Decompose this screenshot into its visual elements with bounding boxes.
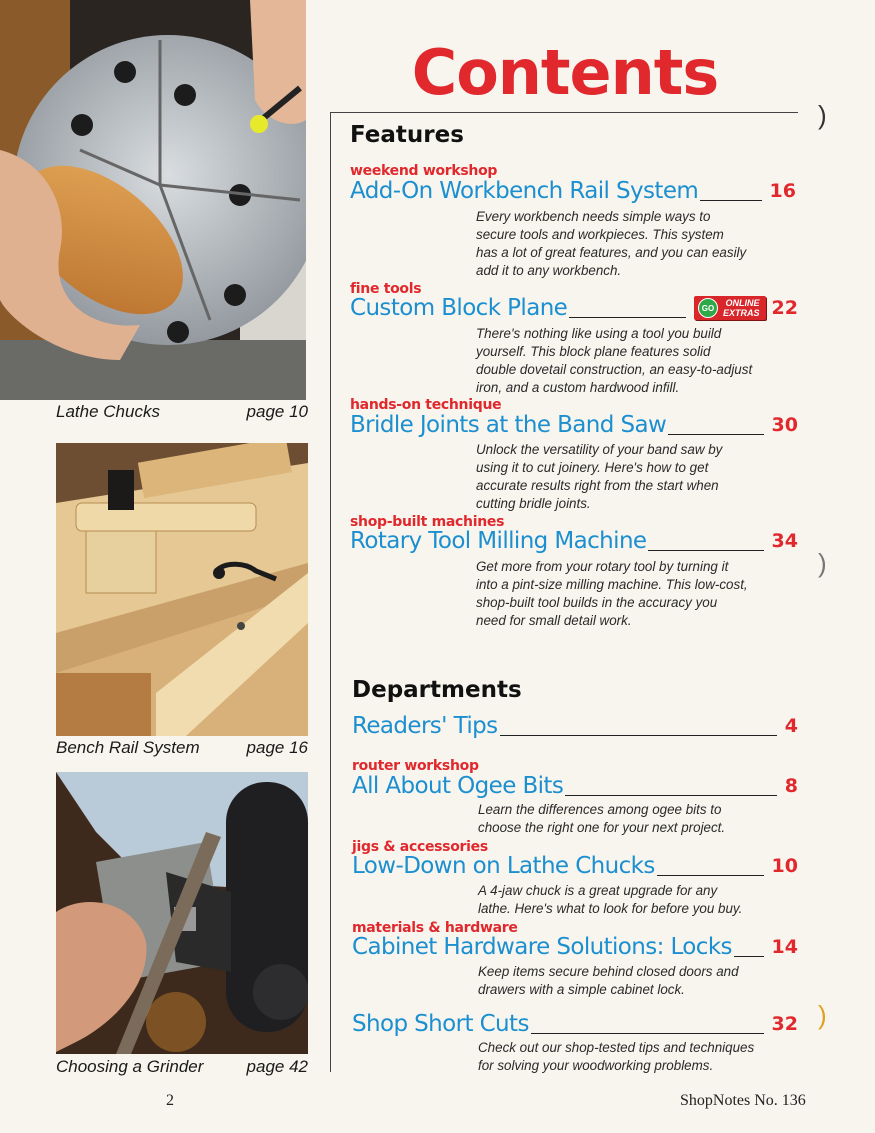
photo-caption-grinder (56, 1057, 308, 1077)
leader-line (569, 317, 686, 318)
article-description (476, 441, 776, 513)
desc-line: Every workbench needs simple ways to (476, 209, 711, 224)
desc-line: for solving your woodworking problems. (478, 1058, 714, 1073)
article-title: Custom Block Plane (350, 295, 568, 321)
binder-hole-icon: ) (818, 100, 827, 130)
desc-line: iron, and a custom hardwood infill. (476, 380, 680, 395)
article-description (478, 801, 778, 837)
article-page: 8 (784, 775, 798, 797)
desc-line: There's nothing like using a tool you build (476, 326, 722, 341)
features-heading: Features (350, 122, 464, 148)
caption-title: Bench Rail System (56, 738, 200, 757)
leader-line (531, 1033, 764, 1034)
leader-line (657, 875, 764, 876)
article-category: materials & hardware (352, 920, 518, 936)
page-number: 2 (166, 1092, 174, 1109)
divider (330, 112, 331, 1072)
article-page: 34 (771, 530, 798, 552)
leader-line (565, 795, 777, 796)
article-title: Readers' Tips (352, 713, 498, 739)
page-title: Contents (411, 36, 719, 109)
grinder-photo (56, 772, 308, 1054)
lathe-chuck-photo (0, 0, 306, 400)
desc-line: Get more from your rotary tool by turning it (476, 559, 729, 574)
article-category: router workshop (352, 758, 479, 774)
desc-line: secure tools and workpieces. This system (476, 227, 724, 242)
badge-line: EXTRAS (723, 308, 760, 318)
desc-line: yourself. This block plane features solid (476, 344, 711, 359)
desc-line: has a lot of great features, and you can easily (476, 245, 747, 260)
caption-page: page 10 (246, 402, 308, 421)
article-link-lathe-chucks[interactable] (352, 852, 798, 880)
leader-line (668, 434, 763, 435)
article-link-cabinet-locks[interactable] (352, 933, 798, 961)
article-page: 22 (771, 297, 798, 319)
caption-page: page 42 (246, 1057, 308, 1076)
article-category: fine tools (350, 281, 422, 297)
desc-line: cutting bridle joints. (476, 496, 591, 511)
article-category: jigs & accessories (352, 839, 488, 855)
desc-line: Keep items secure behind closed doors and (478, 964, 739, 979)
leader-line (700, 200, 761, 201)
article-title: Low-Down on Lathe Chucks (352, 853, 655, 879)
article-link-milling-machine[interactable] (350, 527, 798, 555)
desc-line: using it to cut joinery. Here's how to get (476, 460, 709, 475)
article-page: 4 (784, 715, 798, 737)
article-link-block-plane[interactable] (350, 294, 798, 322)
badge-text (723, 298, 760, 318)
caption-title: Lathe Chucks (56, 402, 160, 421)
article-title: All About Ogee Bits (352, 773, 564, 799)
desc-line: Check out our shop-tested tips and techniques (478, 1040, 755, 1055)
article-category: hands-on technique (350, 397, 502, 413)
article-link-workbench-rail[interactable] (350, 177, 796, 205)
article-page: 10 (771, 855, 798, 877)
article-link-bridle-joints[interactable] (350, 411, 798, 439)
binder-hole-icon: ) (818, 548, 827, 578)
article-link-ogee-bits[interactable] (352, 772, 798, 800)
desc-line: A 4-jaw chuck is a great upgrade for any (478, 883, 718, 898)
magazine-issue: ShopNotes No. 136 (680, 1092, 806, 1109)
photo-caption-bench-rail (56, 738, 308, 758)
desc-line: accurate results right from the start when (476, 478, 719, 493)
article-page: 32 (771, 1013, 798, 1035)
desc-line: into a pint-size milling machine. This low-cost, (476, 577, 748, 592)
desc-line: lathe. Here's what to look for before you buy. (478, 901, 743, 916)
article-description (478, 963, 778, 999)
leader-line (648, 550, 763, 551)
desc-line: Learn the differences among ogee bits to (478, 802, 722, 817)
article-description (478, 882, 778, 918)
desc-line: Unlock the versatility of your band saw by (476, 442, 723, 457)
divider (330, 112, 798, 113)
desc-line: shop-built tool builds in the accuracy you (476, 595, 718, 610)
article-title: Add-On Workbench Rail System (350, 178, 699, 204)
article-description (478, 1039, 778, 1075)
desc-line: double dovetail construction, an easy-to-adjust (476, 362, 753, 377)
badge-line: ONLINE (725, 298, 760, 308)
binder-hole-icon: ) (818, 1000, 827, 1030)
leader-line (734, 956, 764, 957)
article-category: shop-built machines (350, 514, 505, 530)
article-description (476, 325, 776, 397)
photo-caption-lathe-chucks (56, 402, 308, 422)
article-category: weekend workshop (350, 163, 498, 179)
desc-line: drawers with a simple cabinet lock. (478, 982, 685, 997)
departments-heading: Departments (352, 677, 522, 703)
article-page: 14 (771, 936, 798, 958)
article-title: Shop Short Cuts (352, 1011, 529, 1037)
article-description (476, 558, 776, 630)
article-title: Rotary Tool Milling Machine (350, 528, 647, 554)
go-icon: GO (698, 298, 718, 318)
caption-title: Choosing a Grinder (56, 1057, 204, 1076)
article-link-readers-tips[interactable] (352, 712, 798, 740)
online-extras-badge[interactable] (694, 296, 766, 320)
article-title: Bridle Joints at the Band Saw (350, 412, 667, 438)
caption-page: page 16 (246, 738, 308, 757)
desc-line: add it to any workbench. (476, 263, 622, 278)
desc-line: choose the right one for your next project. (478, 820, 726, 835)
article-description (476, 208, 776, 280)
bench-rail-photo (56, 443, 308, 736)
article-title: Cabinet Hardware Solutions: Locks (352, 934, 732, 960)
desc-line: need for small detail work. (476, 613, 632, 628)
article-page: 30 (771, 414, 798, 436)
leader-line (500, 735, 777, 736)
article-link-shop-short-cuts[interactable] (352, 1010, 798, 1038)
article-page: 16 (769, 180, 796, 202)
